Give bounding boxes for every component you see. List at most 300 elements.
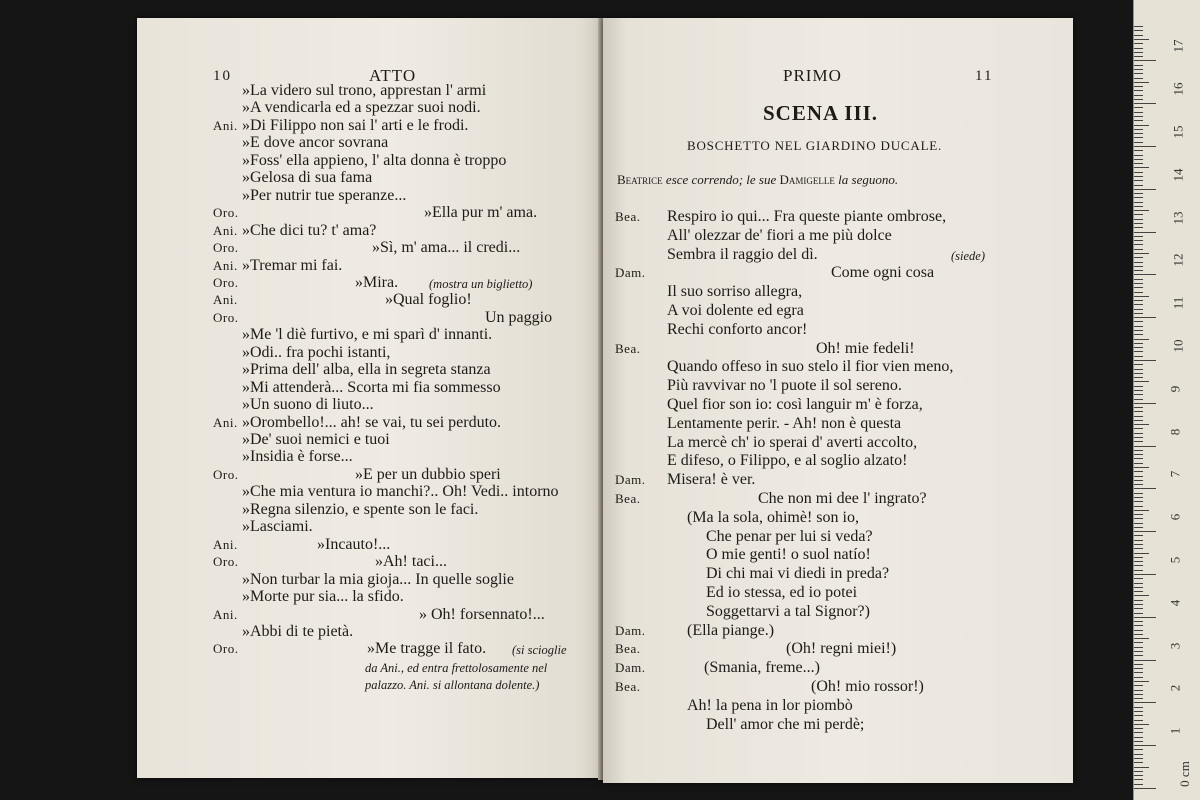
verse-line: Un paggio: [485, 308, 553, 326]
ruler-tick: [1134, 548, 1143, 549]
ruler-tick: [1134, 711, 1143, 712]
ruler-tick: [1134, 274, 1156, 275]
ruler-label: 12: [1170, 253, 1186, 267]
stage-direction-end: la seguono.: [838, 172, 899, 187]
ruler-tick: [1134, 642, 1143, 643]
verse-line: O mie genti! o suol natío!: [706, 546, 871, 564]
verse-line: (Ma la sola, ohimè! son io,: [687, 508, 859, 526]
ruler-tick: [1134, 681, 1149, 682]
ruler-tick: [1134, 26, 1143, 27]
ruler-tick: [1134, 56, 1143, 57]
verse-line: »Qual foglio!: [385, 291, 472, 309]
speaker-label: Oro.: [213, 274, 239, 290]
ruler-tick: [1134, 707, 1143, 708]
ruler-tick: [1134, 587, 1143, 588]
ruler-label: 13: [1170, 211, 1186, 225]
verse-line: Quel fior son io: così languir m' è forza,: [667, 396, 923, 413]
ruler-tick: [1134, 159, 1143, 160]
verse-line: Ah! la pena in lor piombò: [687, 696, 853, 714]
ruler-tick: [1134, 638, 1149, 639]
verse-line: (Oh! regni miei!): [786, 640, 897, 658]
verse-line: »Me 'l diè furtivo, e mi sparì d' innanti.: [242, 326, 493, 344]
ruler-tick: [1134, 720, 1143, 721]
ruler-tick: [1134, 125, 1149, 126]
ruler-tick: [1134, 249, 1143, 250]
ruler-label: 10: [1170, 339, 1186, 353]
ruler-tick: [1134, 471, 1143, 472]
verse-line: »Me tragge il fato.: [367, 640, 487, 658]
verse-line: »Morte pur sia... la sfido.: [242, 588, 404, 606]
ruler-tick: [1134, 698, 1143, 699]
ruler-tick: [1134, 137, 1143, 138]
ruler-tick: [1134, 647, 1143, 648]
ruler-tick: [1134, 428, 1143, 429]
ruler-tick: [1134, 330, 1143, 331]
ruler-tick: [1134, 394, 1143, 395]
ruler-tick: [1134, 48, 1143, 49]
ruler-tick: [1134, 296, 1149, 297]
speaker-label: Bea.: [615, 491, 641, 506]
speaker-label: Oro.: [213, 641, 239, 657]
verse-line: »Sì, m' ama... il credi...: [372, 239, 521, 257]
stage-direction: palazzo. Ani. si allontana dolente.): [365, 678, 540, 693]
ruler-tick: [1134, 458, 1143, 459]
ruler-tick: [1134, 90, 1143, 91]
ruler-tick: [1134, 95, 1143, 96]
ruler-tick: [1134, 99, 1143, 100]
verse-line: »E per un dubbio speri: [355, 465, 501, 483]
ruler-tick: [1134, 339, 1149, 340]
stage-name-damigelle: Damigelle: [779, 172, 835, 187]
ruler-label: 14: [1170, 168, 1186, 182]
ruler-tick: [1134, 595, 1149, 596]
ruler-label: 2: [1167, 685, 1183, 692]
verse-line: Respiro io qui... Fra queste piante ombrose,: [667, 208, 947, 225]
verse-line: »Un suono di liuto...: [242, 396, 374, 414]
speaker-label: Bea.: [615, 340, 641, 356]
ruler-tick: [1134, 591, 1143, 592]
ruler-tick: [1134, 463, 1143, 464]
ruler-tick: [1134, 155, 1143, 156]
ruler-tick: [1134, 232, 1156, 233]
speaker-label: Bea.: [615, 209, 641, 224]
ruler-tick: [1134, 488, 1156, 489]
ruler-tick: [1134, 702, 1156, 703]
ruler-tick: [1134, 73, 1143, 74]
speaker-label: Bea.: [615, 679, 641, 694]
ruler-tick: [1134, 476, 1143, 477]
verse-line: (Oh! mio rossor!): [811, 678, 924, 695]
verse-line: Dell' amor che mi perdè;: [706, 715, 865, 733]
verse-line: »Ah! taci...: [375, 553, 447, 571]
speaker-label: Ani.: [213, 414, 238, 430]
ruler-tick: [1134, 450, 1143, 451]
stage-direction: da Ani., ed entra frettolosamente nel: [365, 660, 548, 675]
ruler-tick: [1134, 437, 1143, 438]
ruler-tick: [1134, 120, 1143, 121]
ruler-tick: [1134, 497, 1143, 498]
ruler-tick: [1134, 223, 1143, 224]
speaker-label: Ani.: [213, 292, 238, 308]
ruler-tick: [1134, 240, 1143, 241]
ruler-tick: [1134, 544, 1143, 545]
ruler-tick: [1134, 446, 1156, 447]
ruler-tick: [1134, 150, 1143, 151]
ruler-tick: [1134, 570, 1143, 571]
ruler-tick: [1134, 613, 1143, 614]
ruler-tick: [1134, 557, 1143, 558]
speaker-label: Ani.: [213, 536, 238, 552]
ruler-tick: [1134, 655, 1143, 656]
ruler-tick: [1134, 309, 1143, 310]
verse-line: Il suo sorriso allegra,: [667, 283, 803, 301]
ruler-tick: [1134, 86, 1143, 87]
verse-line: Sembra il raggio del dì.: [667, 245, 818, 263]
ruler-tick: [1134, 112, 1143, 113]
ruler-tick: [1134, 527, 1143, 528]
ruler-label: 8: [1167, 428, 1183, 435]
ruler-tick: [1134, 715, 1143, 716]
ruler-tick: [1134, 685, 1143, 686]
ruler-label: 0 cm: [1176, 761, 1192, 787]
ruler-tick: [1134, 762, 1143, 763]
ruler-tick: [1134, 52, 1143, 53]
ruler-tick: [1134, 142, 1143, 143]
ruler-tick: [1134, 484, 1143, 485]
ruler-tick: [1134, 741, 1143, 742]
verse-line: »Prima dell' alba, ella in segreta stanza: [242, 361, 491, 379]
speaker-label: Dam.: [615, 265, 646, 281]
ruler-tick: [1134, 39, 1149, 40]
verse-line: A voi dolente ed egra: [667, 302, 804, 319]
stage-direction-mid: esce correndo; le sue: [665, 172, 777, 187]
verse-line: Che penar per lui si veda?: [706, 527, 873, 545]
ruler-tick: [1134, 501, 1143, 502]
ruler-tick: [1134, 604, 1143, 605]
measuring-ruler: [1133, 0, 1200, 800]
ruler-tick: [1134, 103, 1156, 104]
left-page-number: 10: [213, 68, 232, 84]
verse-line: »Per nutrir tue speranze...: [242, 186, 407, 204]
ruler-tick: [1134, 343, 1143, 344]
ruler-tick: [1134, 214, 1143, 215]
ruler-tick: [1134, 754, 1143, 755]
ruler-tick: [1134, 630, 1143, 631]
verse-line: Come ogni cosa: [831, 264, 935, 282]
ruler-tick: [1134, 553, 1149, 554]
ruler-tick: [1134, 617, 1156, 618]
speaker-label: Ani.: [213, 606, 238, 622]
ruler-tick: [1134, 441, 1143, 442]
verse-line: E difeso, o Filippo, e al soglio alzato!: [667, 452, 908, 470]
ruler-label: 7: [1167, 471, 1183, 478]
ruler-tick: [1134, 480, 1143, 481]
ruler-tick: [1134, 369, 1143, 370]
speaker-label: Oro.: [213, 309, 239, 325]
ruler-tick: [1134, 523, 1143, 524]
ruler-tick: [1134, 266, 1143, 267]
stage-direction: (si scioglie: [512, 643, 567, 658]
ruler-tick: [1134, 82, 1149, 83]
ruler-tick: [1134, 172, 1143, 173]
ruler-tick: [1134, 600, 1143, 601]
ruler-tick: [1134, 334, 1143, 335]
verse-line: Di chi mai vi diedi in preda?: [706, 565, 890, 583]
verse-line: »Che mia ventura io manchi?.. Oh! Vedi.. intorno: [242, 483, 559, 501]
verse-line: Oh! mie fedeli!: [816, 339, 915, 357]
ruler-tick: [1134, 672, 1143, 673]
verse-line: » Oh! forsennato!...: [419, 605, 545, 623]
ruler-tick: [1134, 30, 1143, 31]
verse-line: »Ella pur m' ama.: [424, 204, 538, 222]
verse-line: »La videro sul trono, apprestan l' armi: [242, 82, 487, 99]
ruler-label: 11: [1170, 296, 1186, 310]
speaker-label: Oro.: [213, 554, 239, 570]
ruler-tick: [1134, 420, 1143, 421]
verse-line: »De' suoi nemici e tuoi: [242, 431, 390, 448]
ruler-label: 6: [1167, 513, 1183, 521]
ruler-tick: [1134, 236, 1143, 237]
ruler-tick: [1134, 779, 1143, 780]
ruler-tick: [1134, 677, 1143, 678]
ruler-tick: [1134, 227, 1143, 228]
ruler-tick: [1134, 347, 1143, 348]
ruler-label: 9: [1167, 385, 1183, 393]
verse-line: »E dove ancor sovrana: [242, 134, 389, 152]
ruler-tick: [1134, 399, 1143, 400]
verse-line: »Che dici tu? t' ama?: [242, 221, 377, 239]
ruler-tick: [1134, 578, 1143, 579]
verse-line: Più ravvivar no 'l puote il sol sereno.: [667, 377, 902, 395]
ruler-tick: [1134, 407, 1143, 408]
verse-line: »A vendicarla ed a spezzar suoi nodi.: [242, 99, 481, 117]
verse-line: Rechi conforto ancor!: [667, 320, 808, 338]
stage-direction: (siede): [951, 248, 986, 263]
verse-line: »Foss' ella appieno, l' alta donna è troppo: [242, 151, 507, 169]
ruler-tick: [1134, 219, 1143, 220]
right-page-number: 11: [975, 68, 994, 84]
verse-line: »Tremar mi fai.: [242, 256, 343, 274]
ruler-tick: [1134, 253, 1149, 254]
ruler-tick: [1134, 775, 1143, 776]
ruler-tick: [1134, 176, 1143, 177]
verse-line: »Incauto!...: [317, 535, 391, 553]
verse-line: »Abbi di te pietà.: [242, 622, 354, 640]
ruler-tick: [1134, 317, 1156, 318]
ruler-tick: [1134, 583, 1143, 584]
ruler-tick: [1134, 78, 1143, 79]
ruler-tick: [1134, 565, 1143, 566]
speaker-label: Dam.: [615, 472, 646, 488]
ruler-tick: [1134, 35, 1143, 36]
ruler-tick: [1134, 43, 1143, 44]
ruler-label: 4: [1167, 599, 1183, 607]
verse-line: Misera! è ver.: [667, 471, 756, 489]
verse-line: La mercè ch' io sperai d' averti accolto,: [667, 433, 918, 451]
ruler-tick: [1134, 660, 1156, 661]
ruler-tick: [1134, 771, 1143, 772]
ruler-tick: [1134, 244, 1143, 245]
ruler-label: 17: [1170, 39, 1186, 53]
ruler-tick: [1134, 107, 1143, 108]
ruler-label: 3: [1167, 642, 1183, 649]
ruler-tick: [1134, 206, 1143, 207]
ruler-tick: [1134, 257, 1143, 258]
ruler-label: 1: [1167, 727, 1183, 735]
ruler-tick: [1134, 202, 1143, 203]
speaker-label: Ani.: [213, 257, 238, 273]
left-running-head: ATTO: [369, 66, 417, 85]
ruler-tick: [1134, 668, 1143, 669]
ruler-tick: [1134, 784, 1143, 785]
ruler-label: 15: [1170, 125, 1186, 139]
ruler-tick: [1134, 65, 1143, 66]
ruler-tick: [1134, 651, 1143, 652]
ruler-tick: [1134, 270, 1143, 271]
ruler-tick: [1134, 758, 1143, 759]
stage-direction: (mostra un biglietto): [429, 276, 533, 291]
ruler-tick: [1134, 60, 1156, 61]
ruler-tick: [1134, 351, 1143, 352]
ruler-tick: [1134, 634, 1143, 635]
ruler-tick: [1134, 163, 1143, 164]
ruler-tick: [1134, 146, 1156, 147]
ruler-tick: [1134, 561, 1143, 562]
ruler-tick: [1134, 326, 1143, 327]
ruler-tick: [1134, 574, 1156, 575]
ruler-tick: [1134, 313, 1143, 314]
verse-line: »Gelosa di sua fama: [242, 169, 373, 187]
ruler-tick: [1134, 749, 1143, 750]
verse-line: »Mi attenderà... Scorta mi fia sommesso: [242, 378, 501, 396]
verse-line: Ed io stessa, ed io potei: [706, 584, 858, 601]
ruler-tick: [1134, 510, 1149, 511]
ruler-tick: [1134, 381, 1149, 382]
verse-line: Quando offeso in suo stelo il fior vien meno,: [667, 358, 954, 376]
ruler-tick: [1134, 608, 1143, 609]
ruler-tick: [1134, 724, 1149, 725]
left-page: [137, 18, 600, 778]
ruler-tick: [1134, 279, 1143, 280]
ruler-tick: [1134, 262, 1143, 263]
ruler-tick: [1134, 189, 1156, 190]
ruler-tick: [1134, 493, 1143, 494]
ruler-tick: [1134, 116, 1143, 117]
speaker-label: Ani.: [213, 222, 238, 238]
ruler-tick: [1134, 210, 1149, 211]
speaker-label: Ani.: [213, 117, 238, 133]
speaker-label: Dam.: [615, 622, 646, 638]
ruler-tick: [1134, 69, 1143, 70]
ruler-tick: [1134, 737, 1143, 738]
ruler-tick: [1134, 403, 1156, 404]
verse-line: »Lasciami.: [242, 518, 313, 536]
right-page: [603, 18, 1073, 783]
ruler-tick: [1134, 356, 1143, 357]
ruler-tick: [1134, 292, 1143, 293]
ruler-tick: [1134, 300, 1143, 301]
verse-line: (Smania, freme...): [704, 659, 820, 677]
scene-stage-direction: [617, 172, 898, 188]
ruler-tick: [1134, 540, 1143, 541]
ruler-tick: [1134, 767, 1149, 768]
verse-line: »Orombello!... ah! se vai, tu sei perduto.: [242, 413, 502, 431]
ruler-tick: [1134, 467, 1149, 468]
ruler-tick: [1134, 377, 1143, 378]
ruler-tick: [1134, 287, 1143, 288]
stage-name-beatrice: Beatrice: [617, 172, 663, 187]
ruler-tick: [1134, 197, 1143, 198]
speaker-label: Oro.: [213, 466, 239, 482]
verse-line: Che non mi dee l' ingrato?: [758, 490, 927, 507]
ruler-tick: [1134, 390, 1143, 391]
ruler-tick: [1134, 424, 1149, 425]
ruler-tick: [1134, 283, 1143, 284]
ruler-tick: [1134, 364, 1143, 365]
ruler-tick: [1134, 788, 1156, 789]
right-running-head: PRIMO: [783, 66, 842, 85]
speaker-label: Oro.: [213, 240, 239, 256]
ruler-tick: [1134, 304, 1143, 305]
ruler-tick: [1134, 386, 1143, 387]
ruler-tick: [1134, 664, 1143, 665]
ruler-tick: [1134, 690, 1143, 691]
ruler-tick: [1134, 185, 1143, 186]
ruler-tick: [1134, 506, 1143, 507]
ruler-label: 5: [1167, 556, 1183, 564]
ruler-tick: [1134, 625, 1143, 626]
ruler-tick: [1134, 373, 1143, 374]
scene-title: SCENA III.: [763, 101, 879, 125]
verse-line: All' olezzar de' fiori a me più dolce: [667, 226, 892, 244]
speaker-label: Bea.: [615, 641, 641, 657]
ruler-tick: [1134, 433, 1143, 434]
ruler-tick: [1134, 745, 1156, 746]
ruler-tick: [1134, 360, 1156, 361]
verse-line: »Odi.. fra pochi istanti,: [242, 343, 391, 361]
ruler-tick: [1134, 531, 1156, 532]
ruler-tick: [1134, 732, 1143, 733]
ruler-tick: [1134, 129, 1143, 130]
verse-line: Soggettarvi a tal Signor?): [706, 602, 870, 620]
ruler-tick: [1134, 411, 1143, 412]
speaker-label: Oro.: [213, 205, 239, 221]
verse-line: »Di Filippo non sai l' arti e le frodi.: [242, 116, 469, 134]
verse-line: »Regna silenzio, e spente son le faci.: [242, 500, 479, 518]
verse-line: (Ella piange.): [687, 621, 775, 639]
ruler-tick: [1134, 193, 1143, 194]
ruler-tick: [1134, 518, 1143, 519]
ruler-tick: [1134, 167, 1149, 168]
ruler-label: 16: [1170, 82, 1186, 96]
verse-line: »Mira.: [355, 273, 399, 291]
scene-setting: BOSCHETTO NEL GIARDINO DUCALE.: [687, 138, 943, 153]
verse-line: Lentamente perir. - Ah! non è questa: [667, 414, 902, 432]
ruler-tick: [1134, 321, 1143, 322]
ruler-tick: [1134, 621, 1143, 622]
ruler-tick: [1134, 694, 1143, 695]
verse-line: »Insidia è forse...: [242, 448, 353, 466]
verse-line: »Non turbar la mia gioja... In quelle soglie: [242, 570, 514, 588]
ruler-tick: [1134, 180, 1143, 181]
speaker-label: Dam.: [615, 660, 646, 676]
ruler-tick: [1134, 514, 1143, 515]
ruler-tick: [1134, 535, 1143, 536]
ruler-tick: [1134, 133, 1143, 134]
ruler-tick: [1134, 416, 1143, 417]
ruler-tick: [1134, 454, 1143, 455]
ruler-tick: [1134, 728, 1143, 729]
